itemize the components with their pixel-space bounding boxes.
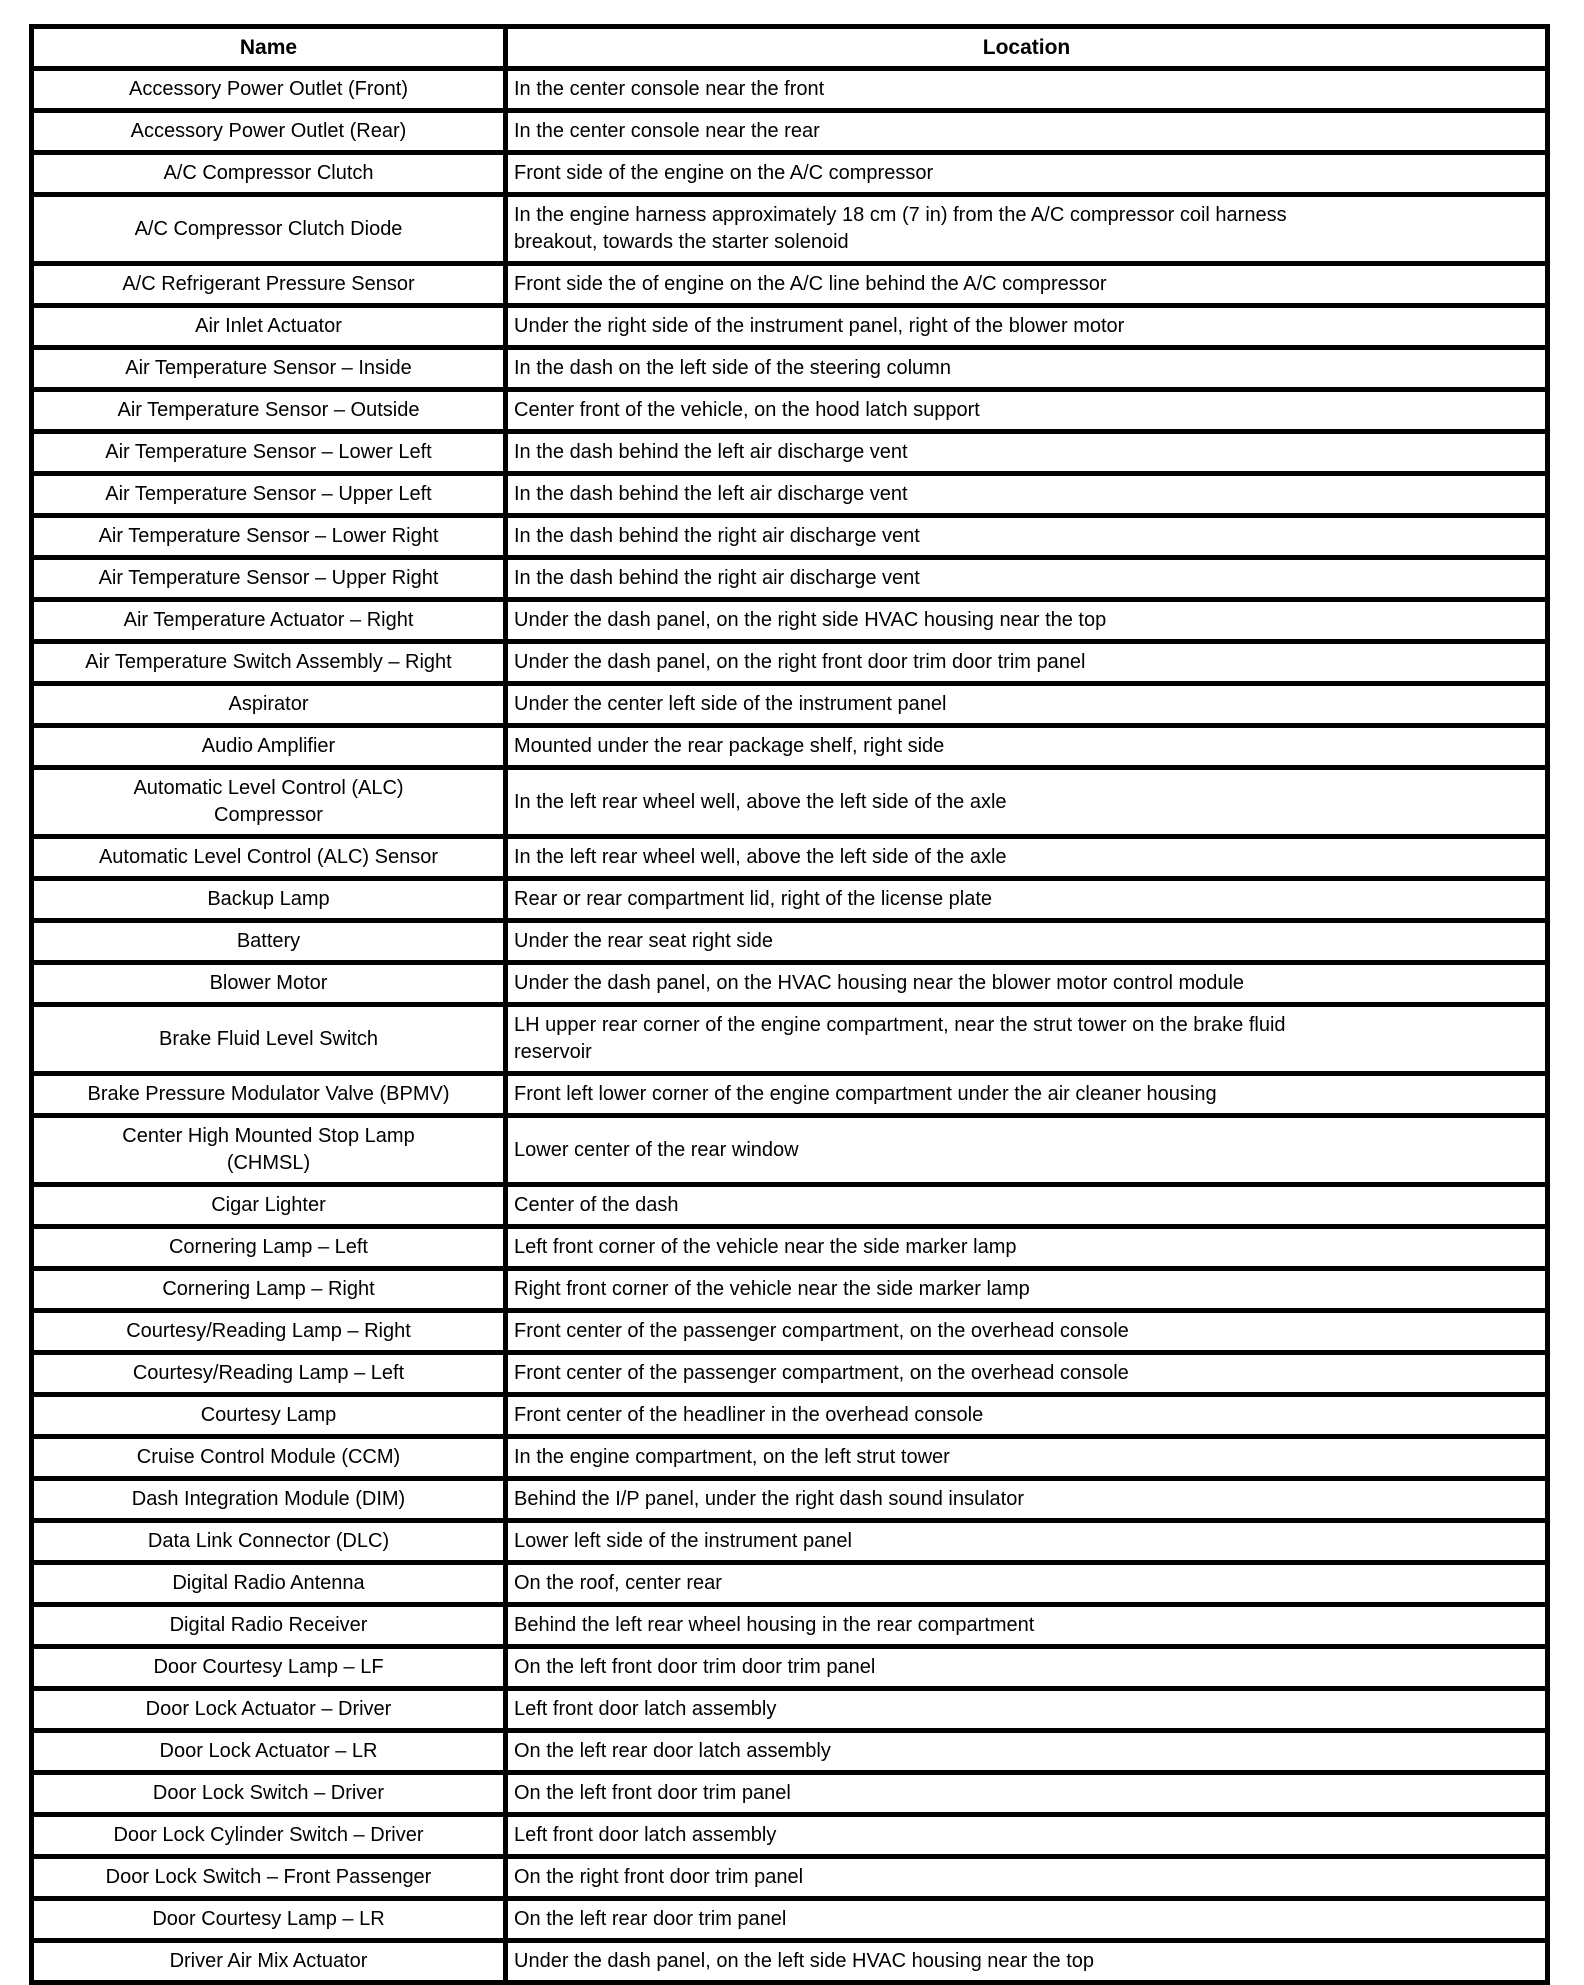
location-cell: Under the right side of the instrument panel, right of the blower motor <box>506 306 1548 348</box>
table-row <box>32 348 1548 390</box>
name-cell: Center High Mounted Stop Lamp (CHMSL) <box>32 1116 506 1185</box>
name-cell: Aspirator <box>32 684 506 726</box>
table-row <box>32 1437 1548 1479</box>
location-cell: In the engine harness approximately 18 cm (7 in) from the A/C compressor coil harness breakout, towards the starter solenoid <box>506 195 1548 264</box>
table-row <box>32 768 1548 837</box>
name-cell: Dash Integration Module (DIM) <box>32 1479 506 1521</box>
location-cell: On the left front door trim door trim panel <box>506 1647 1548 1689</box>
name-cell: Accessory Power Outlet (Front) <box>32 69 506 111</box>
name-cell: Courtesy/Reading Lamp – Left <box>32 1353 506 1395</box>
name-cell: Cornering Lamp – Right <box>32 1269 506 1311</box>
name-cell: Driver Air Mix Actuator <box>32 1941 506 1983</box>
name-cell: Automatic Level Control (ALC) Sensor <box>32 837 506 879</box>
table-row <box>32 1731 1548 1773</box>
table-row <box>32 1269 1548 1311</box>
name-cell: Air Temperature Sensor – Lower Left <box>32 432 506 474</box>
location-cell: On the roof, center rear <box>506 1563 1548 1605</box>
name-cell: Courtesy/Reading Lamp – Right <box>32 1311 506 1353</box>
name-cell: Air Inlet Actuator <box>32 306 506 348</box>
table-row <box>32 1563 1548 1605</box>
name-cell: Air Temperature Sensor – Outside <box>32 390 506 432</box>
location-cell: Left front door latch assembly <box>506 1689 1548 1731</box>
location-cell: On the left front door trim panel <box>506 1773 1548 1815</box>
table-row <box>32 390 1548 432</box>
table-row <box>32 1479 1548 1521</box>
location-cell: Front side the of engine on the A/C line behind the A/C compressor <box>506 264 1548 306</box>
name-cell: Air Temperature Actuator – Right <box>32 600 506 642</box>
table-row <box>32 306 1548 348</box>
location-cell: In the center console near the rear <box>506 111 1548 153</box>
name-cell: Automatic Level Control (ALC) Compressor <box>32 768 506 837</box>
location-cell: On the right front door trim panel <box>506 1857 1548 1899</box>
table-row <box>32 474 1548 516</box>
name-cell: Cornering Lamp – Left <box>32 1227 506 1269</box>
location-cell: Behind the left rear wheel housing in the rear compartment <box>506 1605 1548 1647</box>
name-cell: A/C Compressor Clutch <box>32 153 506 195</box>
location-cell: Under the dash panel, on the right front door trim door trim panel <box>506 642 1548 684</box>
name-cell: Door Lock Actuator – Driver <box>32 1689 506 1731</box>
table-row <box>32 1353 1548 1395</box>
location-cell: On the left rear door latch assembly <box>506 1731 1548 1773</box>
location-cell: LH upper rear corner of the engine compartment, near the strut tower on the brake fluid reservoir <box>506 1005 1548 1074</box>
name-cell: Blower Motor <box>32 963 506 1005</box>
location-cell: Under the dash panel, on the left side HVAC housing near the top <box>506 1941 1548 1983</box>
location-cell: Under the rear seat right side <box>506 921 1548 963</box>
table-row <box>32 1116 1548 1185</box>
location-cell: In the dash behind the right air discharge vent <box>506 558 1548 600</box>
table-row <box>32 1074 1548 1116</box>
name-cell: Air Temperature Sensor – Upper Left <box>32 474 506 516</box>
location-cell: Lower center of the rear window <box>506 1116 1548 1185</box>
name-cell: A/C Compressor Clutch Diode <box>32 195 506 264</box>
table-row <box>32 111 1548 153</box>
name-cell: Brake Pressure Modulator Valve (BPMV) <box>32 1074 506 1116</box>
table-row <box>32 264 1548 306</box>
location-cell: In the center console near the front <box>506 69 1548 111</box>
name-cell: Door Lock Cylinder Switch – Driver <box>32 1815 506 1857</box>
table-row <box>32 1773 1548 1815</box>
table-row <box>32 1941 1548 1983</box>
location-cell: Center of the dash <box>506 1185 1548 1227</box>
name-cell: Door Courtesy Lamp – LR <box>32 1899 506 1941</box>
table-row <box>32 1185 1548 1227</box>
name-cell: Battery <box>32 921 506 963</box>
table-row <box>32 516 1548 558</box>
name-cell: Backup Lamp <box>32 879 506 921</box>
location-cell: Left front door latch assembly <box>506 1815 1548 1857</box>
table-row <box>32 600 1548 642</box>
name-cell: Door Lock Actuator – LR <box>32 1731 506 1773</box>
table-row <box>32 1815 1548 1857</box>
table-row <box>32 642 1548 684</box>
table-row <box>32 69 1548 111</box>
table-row <box>32 153 1548 195</box>
name-cell: Air Temperature Sensor – Upper Right <box>32 558 506 600</box>
table-row <box>32 726 1548 768</box>
name-cell: Digital Radio Receiver <box>32 1605 506 1647</box>
name-cell: Door Lock Switch – Driver <box>32 1773 506 1815</box>
name-cell: Digital Radio Antenna <box>32 1563 506 1605</box>
header-row <box>32 27 1548 69</box>
location-cell: Under the dash panel, on the right side HVAC housing near the top <box>506 600 1548 642</box>
location-cell: Front side of the engine on the A/C compressor <box>506 153 1548 195</box>
location-cell: Right front corner of the vehicle near the side marker lamp <box>506 1269 1548 1311</box>
table-row <box>32 432 1548 474</box>
name-cell: Door Lock Switch – Front Passenger <box>32 1857 506 1899</box>
table-row <box>32 963 1548 1005</box>
name-cell: Cruise Control Module (CCM) <box>32 1437 506 1479</box>
table-row <box>32 1521 1548 1563</box>
location-cell: In the dash behind the left air discharge vent <box>506 432 1548 474</box>
location-cell: In the left rear wheel well, above the left side of the axle <box>506 768 1548 837</box>
table-row <box>32 558 1548 600</box>
location-cell: In the engine compartment, on the left strut tower <box>506 1437 1548 1479</box>
table-row <box>32 684 1548 726</box>
table-row <box>32 195 1548 264</box>
name-cell: Brake Fluid Level Switch <box>32 1005 506 1074</box>
table-row <box>32 1857 1548 1899</box>
name-cell: Data Link Connector (DLC) <box>32 1521 506 1563</box>
location-cell: Under the center left side of the instrument panel <box>506 684 1548 726</box>
table-row <box>32 921 1548 963</box>
table-row <box>32 1005 1548 1074</box>
component-location-table <box>29 24 1550 1985</box>
table-row <box>32 1689 1548 1731</box>
location-cell: In the dash on the left side of the steering column <box>506 348 1548 390</box>
name-cell: Air Temperature Sensor – Inside <box>32 348 506 390</box>
name-cell: A/C Refrigerant Pressure Sensor <box>32 264 506 306</box>
location-cell: Mounted under the rear package shelf, right side <box>506 726 1548 768</box>
table-row <box>32 1395 1548 1437</box>
location-cell: Front left lower corner of the engine compartment under the air cleaner housing <box>506 1074 1548 1116</box>
location-cell: Behind the I/P panel, under the right dash sound insulator <box>506 1479 1548 1521</box>
location-cell: On the left rear door trim panel <box>506 1899 1548 1941</box>
table-row <box>32 837 1548 879</box>
name-cell: Courtesy Lamp <box>32 1395 506 1437</box>
name-cell: Audio Amplifier <box>32 726 506 768</box>
column-header-location: Location <box>506 27 1548 69</box>
column-header-name: Name <box>32 27 506 69</box>
location-cell: In the dash behind the right air discharge vent <box>506 516 1548 558</box>
table-row <box>32 1647 1548 1689</box>
location-cell: Lower left side of the instrument panel <box>506 1521 1548 1563</box>
table-row <box>32 1605 1548 1647</box>
location-cell: Center front of the vehicle, on the hood latch support <box>506 390 1548 432</box>
name-cell: Cigar Lighter <box>32 1185 506 1227</box>
table-row <box>32 1899 1548 1941</box>
location-cell: Under the dash panel, on the HVAC housing near the blower motor control module <box>506 963 1548 1005</box>
table-row <box>32 1227 1548 1269</box>
location-cell: In the left rear wheel well, above the left side of the axle <box>506 837 1548 879</box>
name-cell: Door Courtesy Lamp – LF <box>32 1647 506 1689</box>
location-cell: Front center of the passenger compartment, on the overhead console <box>506 1353 1548 1395</box>
name-cell: Accessory Power Outlet (Rear) <box>32 111 506 153</box>
location-cell: Rear or rear compartment lid, right of the license plate <box>506 879 1548 921</box>
table-body <box>32 69 1548 1983</box>
location-cell: Front center of the passenger compartment, on the overhead console <box>506 1311 1548 1353</box>
location-cell: Left front corner of the vehicle near the side marker lamp <box>506 1227 1548 1269</box>
location-cell: Front center of the headliner in the overhead console <box>506 1395 1548 1437</box>
name-cell: Air Temperature Switch Assembly – Right <box>32 642 506 684</box>
name-cell: Air Temperature Sensor – Lower Right <box>32 516 506 558</box>
location-cell: In the dash behind the left air discharge vent <box>506 474 1548 516</box>
table-row <box>32 879 1548 921</box>
table-row <box>32 1311 1548 1353</box>
